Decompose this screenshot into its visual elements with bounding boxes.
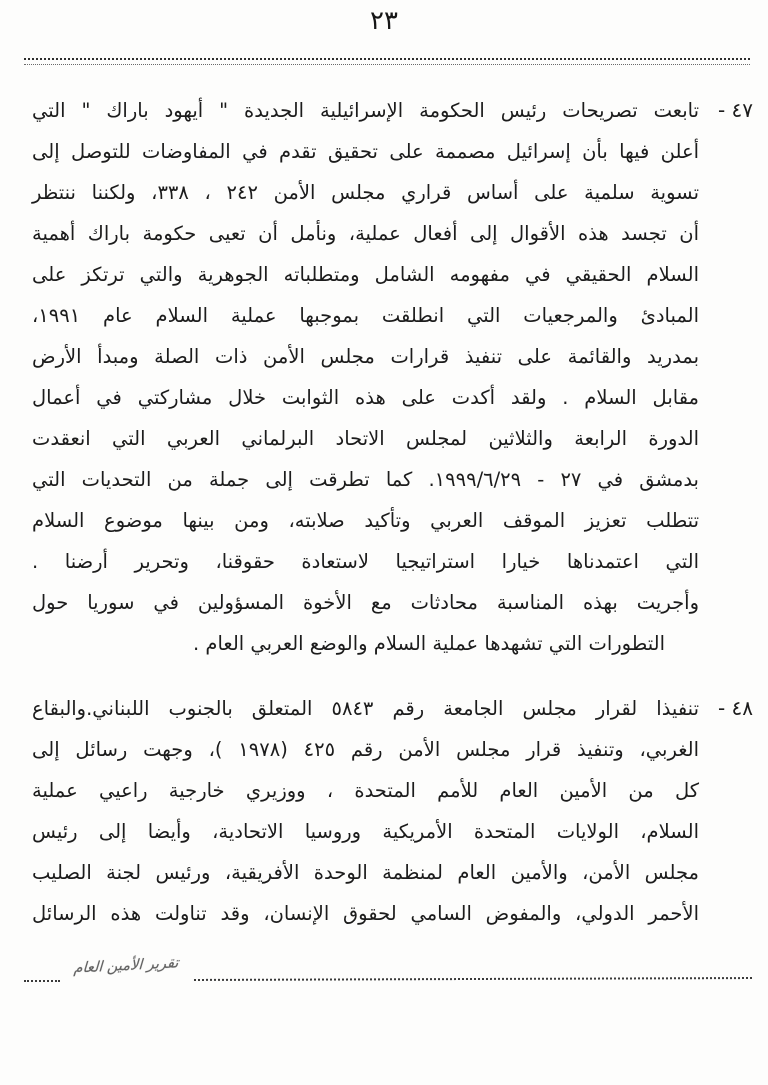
paragraph-47-marker: ٤٧ - <box>717 98 753 122</box>
paragraph-48 <box>32 688 753 934</box>
handwritten-footer-note: تقرير الأمين العام <box>73 955 179 977</box>
text-line: الغربي، وتنفيذ قرار مجلس الأمن رقم ٤٢٥ (١٩٧٨ )، وجهت رسائل إلى <box>32 738 699 761</box>
text-line: التي اعتمدناها خيارا استراتيجيا لاستعادة حقوقنا، وتحرير أرضنا . <box>32 550 699 573</box>
footer-divider-long <box>194 977 752 981</box>
text-line: التطورات التي تشهدها عملية السلام والوضع العربي العام . <box>193 632 665 655</box>
text-line: الأحمر الدولي، والمفوض السامي لحقوق الإنسان، وقد تناولت هذه الرسائل <box>32 902 699 925</box>
text-line: وأجريت بهذه المناسبة محادثات مع الأخوة المسؤولين في سوريا حول <box>32 591 699 614</box>
text-line: مقابل السلام . ولقد أكدت على هذه الثوابت خلال مشاركتي في أعمال <box>32 386 699 409</box>
text-line: بمدريد والقائمة على تنفيذ قرارات مجلس الأمن ذات الصلة ومبدأ الأرض <box>32 345 699 368</box>
text-line: تسوية سلمية على أساس قراري مجلس الأمن ٢٤٢ ، ٣٣٨، ولكننا ننتظر <box>32 181 699 204</box>
paragraph-48-marker: ٤٨ - <box>717 696 753 720</box>
footer-divider-short <box>24 980 60 982</box>
paragraph-47 <box>32 90 753 664</box>
text-line: تابعت تصريحات رئيس الحكومة الإسرائيلية الجديدة " أيهود باراك " التي <box>32 99 699 122</box>
header-divider <box>24 58 750 65</box>
page-number: ٢٣ <box>370 6 398 36</box>
text-line: مجلس الأمن، والأمين العام لمنظمة الوحدة الأفريقية، ورئيس لجنة الصليب <box>32 861 699 884</box>
text-line: أعلن فيها بأن إسرائيل مصممة على تحقيق تقدم في المفاوضات للتوصل إلى <box>32 140 699 163</box>
text-line: الدورة الرابعة والثلاثين لمجلس الاتحاد البرلماني العربي التي انعقدت <box>32 427 699 450</box>
document-body <box>32 90 753 934</box>
text-line: كل من الأمين العام للأمم المتحدة ، ووزيري خارجية راعيي عملية <box>32 779 699 802</box>
text-line: السلام الحقيقي في مفهومه الشامل ومتطلباته الجوهرية والتي ترتكز على <box>32 263 699 286</box>
text-line: المبادئ والمرجعيات التي انطلقت بموجبها عملية السلام عام ١٩٩١، <box>32 304 699 327</box>
text-line: بدمشق في ٢٧ - ١٩٩٩/٦/٢٩. كما تطرقت إلى جملة من التحديات التي <box>32 468 699 491</box>
text-line: تتطلب تعزيز الموقف العربي وتأكيد صلابته، ومن بينها موضوع السلام <box>32 509 699 532</box>
text-line: تنفيذا لقرار مجلس الجامعة رقم ٥٨٤٣ المتعلق بالجنوب اللبناني.والبقاع <box>32 697 699 720</box>
text-line: السلام، الولايات المتحدة الأمريكية وروسيا الاتحادية، وأيضا إلى رئيس <box>32 820 699 843</box>
text-line: أن تجسد هذه الأقوال إلى أفعال عملية، ونأمل أن تعيى حكومة باراك أهمية <box>32 222 699 245</box>
